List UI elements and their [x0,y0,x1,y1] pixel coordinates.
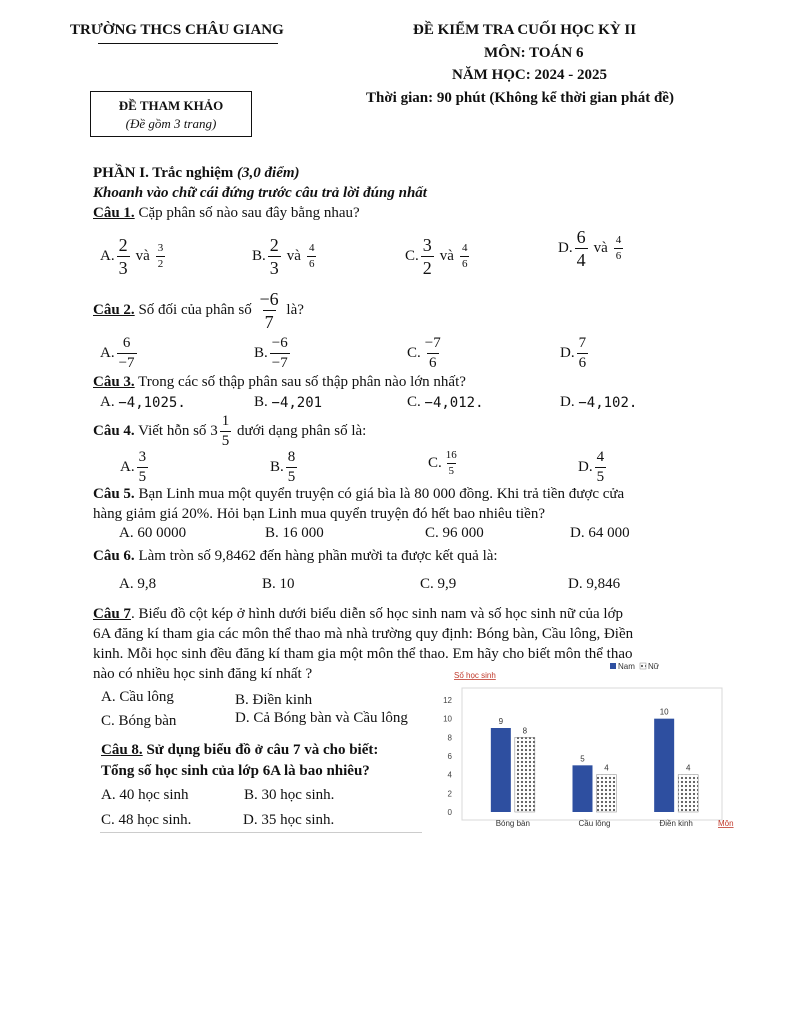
question-6-label: Câu 6. [93,548,135,564]
option-value: −4,012. [424,394,484,411]
bar-nam [654,719,674,812]
y-tick-label: 12 [443,696,452,705]
question-2-text-after: là? [282,302,304,318]
question-5 [93,486,624,503]
question-5-label: Câu 5. [93,486,135,502]
question-7-line2: 6A đăng kí tham gia các môn thể thao mà nhà trường quy định: Bóng bàn, Cầu lông, Điền [93,626,634,642]
fraction: $\frac{-6}{7}$ [259,289,279,332]
q8-option-c[interactable]: C. 48 học sinh. [101,812,192,828]
q2-option-c[interactable] [407,336,445,371]
question-6 [93,548,498,565]
question-4 [93,414,366,449]
question-5-line1: Bạn Linh mua một quyển truyện có giá bìa là 80 000 đồng. Khi trả tiền được cửa [134,486,625,502]
option-letter: A. [100,248,115,264]
exam-title: ĐỀ KIỂM TRA CUỐI HỌC KỲ II [413,22,637,38]
question-7-label: Câu 7 [93,606,131,622]
fraction: $\frac{2}{3}$ [269,235,279,278]
question-7-line3: kinh. Mỗi học sinh đều đăng kí tham gia một môn thể thao. Em hãy cho biết môn thể thao [93,646,633,662]
question-1-text: Cặp phân số nào sau đây bằng nhau? [134,205,360,221]
q5-option-c[interactable]: C. 96 000 [425,525,484,541]
school-underline [98,43,278,44]
legend-swatch [640,663,646,669]
and-word: và [286,248,301,264]
q7-option-a[interactable]: A. Cầu lông [101,689,174,705]
y-tick-label: 0 [447,808,452,817]
and-word: và [439,248,454,264]
question-1-label: Câu 1. [93,205,135,221]
q5-option-d[interactable]: D. 64 000 [570,525,630,541]
q4-option-c[interactable] [428,450,461,477]
x-axis-label: Môn [718,819,734,828]
q7-option-c[interactable]: C. Bóng bàn [101,713,177,729]
double-bar-chart [412,660,752,835]
bar-nu [515,737,535,812]
q6-option-c[interactable]: C. 9,9 [420,576,457,592]
q1-option-d[interactable] [558,228,625,269]
q8-option-d[interactable]: D. 35 học sinh. [243,812,335,828]
question-8-line2: Tổng số học sinh của lớp 6A là bao nhiêu? [101,763,370,779]
question-6-text: Làm tròn số 9,8462 đến hàng phần mười ta được kết quả là: [134,548,498,564]
fraction: $\frac{4}{6}$ [308,242,315,270]
bar-nam [573,765,593,812]
question-8 [101,742,378,759]
reference-box [90,91,252,137]
data-label: 9 [498,717,504,726]
and-word: và [593,240,608,256]
option-letter: A. [100,345,115,361]
fraction: $\frac{3}{2}$ [422,235,432,278]
part1-heading [93,165,300,182]
y-tick-label: 6 [447,752,452,761]
x-tick-label: Điền kinh [659,819,693,828]
q5-option-b[interactable]: B. 16 000 [265,525,324,541]
legend-swatch [610,663,616,669]
data-label: 5 [580,754,585,764]
and-word: và [135,248,150,264]
school-name: TRƯỜNG THCS CHÂU GIANG [70,22,284,38]
q1-option-c[interactable] [405,236,471,277]
q3-option-c[interactable]: C. −4,012. [407,394,484,411]
y-tick-label: 2 [447,789,452,799]
q1-option-b[interactable] [252,236,318,277]
fraction: $\frac{6}{4}$ [576,227,586,270]
question-2-text: Số đối của phân số [134,302,256,318]
option-letter: B. [252,248,266,264]
exam-year: NĂM HỌC: 2024 - 2025 [452,67,607,83]
legend-label: Nữ [648,662,660,671]
question-4-label: Câu 4. [93,423,135,439]
fraction: $\frac{4}{6}$ [615,234,622,262]
q2-option-d[interactable] [560,336,590,371]
fraction: $\frac{4}{6}$ [461,242,468,270]
q8-option-b[interactable]: B. 30 học sinh. [244,787,335,803]
q3-option-a[interactable]: A. −4,1025. [100,394,186,411]
x-tick-label: Bóng bàn [495,819,530,828]
question-4-text: Viết hỗn số [134,423,211,439]
question-4-text-after: dưới dạng phân số là: [233,423,367,439]
question-3-label: Câu 3. [93,374,135,390]
data-label: 10 [659,707,669,717]
question-8-line1: Sử dụng biểu đồ ở câu 7 và cho biết: [142,742,379,758]
y-tick-label: 8 [447,733,452,743]
fraction: $\frac{3}{5}$ [138,449,147,485]
bar-nu [597,775,617,812]
option-letter: D. [558,240,573,256]
q8-bottom-rule [100,832,422,833]
question-3-text: Trong các số thập phân sau số thập phân nào lớn nhất? [134,374,466,390]
question-7-line4: nào có nhiều học sinh đăng kí nhất ? [93,666,313,682]
fraction: $\frac{2}{3}$ [118,235,128,278]
option-letter: B. [254,345,268,361]
question-5-line2: hàng giảm giá 20%. Hỏi bạn Linh mua quyển truyện đó hết bao nhiêu tiền? [93,506,545,522]
data-label: 4 [685,763,691,773]
option-letter: A. [120,459,135,475]
question-1 [93,205,360,222]
data-label: 4 [604,763,609,773]
option-letter: C. [405,248,419,264]
fraction: $\frac{3}{2}$ [157,242,164,270]
q5-option-a[interactable]: A. 60 0000 [119,525,187,541]
x-tick-label: Cầu lông [578,819,611,828]
q7-option-b[interactable]: B. Điền kinh [235,692,313,708]
fraction: $\frac{1}{5}$ [221,413,230,449]
q4-option-b[interactable] [270,450,299,485]
option-value: −4,201 [271,394,323,411]
q2-option-a[interactable] [100,336,139,371]
q2-option-b[interactable] [254,336,292,371]
part1-title: PHẦN I. Trắc nghiệm [93,165,238,181]
fraction: $\frac{16}{5}$ [445,449,457,477]
question-7 [93,606,623,623]
question-7-line1: . Biểu đồ cột kép ở hình dưới biểu diễn số học sinh nam và số học sinh nữ của lớp [130,606,624,622]
y-axis-label: Số học sinh [454,671,496,680]
q3-option-b[interactable]: B. −4,201 [254,394,323,411]
option-letter: D. [578,459,593,475]
reference-box-sub: (Đề gồm 3 trang) [125,116,217,131]
q6-option-b[interactable]: B. 10 [262,576,295,592]
data-label: 8 [522,726,528,736]
option-letter: C. [428,455,442,471]
option-value: −4,102. [578,394,638,411]
legend-label: Nam [618,662,635,671]
q4-option-a[interactable] [120,450,150,485]
fraction: $\frac{8}{5}$ [287,449,296,485]
question-8-label: Câu 8. [101,742,143,758]
y-tick-label: 4 [447,770,452,780]
q6-option-d[interactable]: D. 9,846 [568,576,621,592]
question-3 [93,374,466,391]
part1-instruction: Khoanh vào chữ cái đứng trước câu trả lời đúng nhất [93,185,427,201]
fraction: $\frac{6}{-7}$ [118,335,135,371]
option-letter: C. [407,345,421,361]
option-letter: D. [560,345,575,361]
reference-box-title: ĐỀ THAM KHẢO [118,98,224,113]
q4-option-d[interactable] [578,450,608,485]
q7-option-d[interactable]: D. Cả Bóng bàn và Cầu lông [235,710,408,726]
question-2-label: Câu 2. [93,302,135,318]
y-tick-label: 10 [443,714,452,724]
exam-subject: MÔN: TOÁN 6 [484,45,584,61]
q1-option-a[interactable] [100,236,167,277]
exam-time: Thời gian: 90 phút (Không kể thời gian phát đề) [366,90,674,106]
bar-nam [491,728,511,812]
fraction: $\frac{7}{6}$ [578,335,587,371]
q8-option-a[interactable]: A. 40 học sinh [101,787,189,803]
question-2 [93,290,304,331]
part1-points: (3,0 điểm) [237,165,300,181]
q6-option-a[interactable]: A. 9,8 [119,576,157,592]
option-value: −4,1025. [118,394,186,411]
fraction: $\frac{-6}{-7}$ [271,335,288,371]
fraction: $\frac{-7}{6}$ [424,335,441,371]
fraction: $\frac{4}{5}$ [596,449,605,485]
mixed-number-whole: 3 [210,423,218,439]
q3-option-d[interactable]: D. −4,102. [560,394,638,411]
option-letter: B. [270,459,284,475]
bar-nu [678,775,698,812]
